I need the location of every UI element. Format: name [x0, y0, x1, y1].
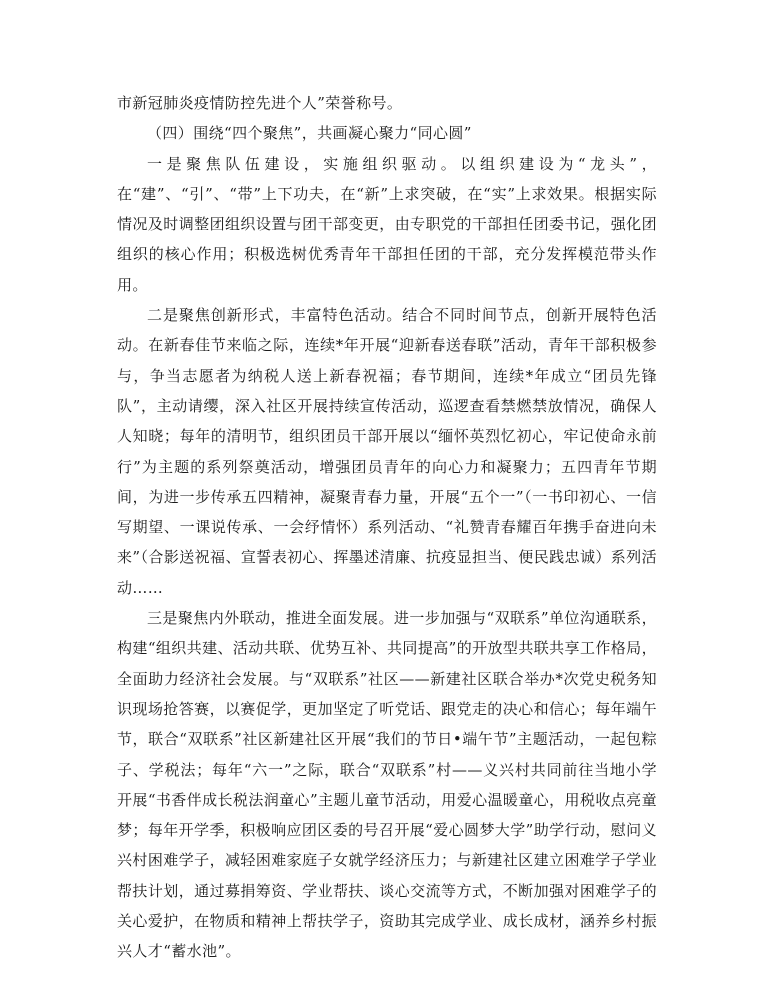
document-body [117, 88, 657, 967]
paragraph-linkage: 三是聚焦内外联动，推进全面发展。进一步加强与“双联系”单位沟通联系，构建“组织共建、活动共联、优势互补、共同提高”的开放型共联共享工作格局，全面助力经济社会发展。与“双联系”社区——新建社区联合举办*次党史税务知识现场抢答赛，以赛促学，更加坚定了听党话、跟党走的决心和信心；每年端午节，联合“双联系”社区新建社区开展“我们的节日•端午节”主题活动，一起包粽子、学税法；每年“六一”之际，联合“双联系”村——义兴村共同前往当地小学开展“书香伴成长税法润童心”主题儿童节活动，用爱心温暖童心，用税收点亮童梦；每年开学季，积极响应团区委的号召开展“爱心圆梦大学”助学行动，慰问义兴村困难学子，减轻困难家庭子女就学经济压力；与新建社区建立困难学子学业帮扶计划，通过募捐筹资、学业帮扶、谈心交流等方式，不断加强对困难学子的关心爱护，在物质和精神上帮扶学子，资助其完成学业、成长成材，涵养乡村振兴人才“蓄水池”。 [117, 609, 657, 961]
paragraph-team-building: 一是聚焦队伍建设，实施组织驱动。以组织建设为“龙头”，在“建”、“引”、“带”上下功夫，在“新”上求突破，在“实”上求效果。根据实际情况及时调整团组织设置与团干部变更，由专职党的干部担任团委书记，强化团组织的核心作用；积极选树优秀青年干部担任团的干部，充分发挥模范带头作用。 [117, 154, 657, 294]
paragraph-activities: 二是聚焦创新形式，丰富特色活动。结合不同时间节点，创新开展特色活动。在新春佳节来临之际，连续*年开展“迎新春送春联”活动，青年干部积极参与，争当志愿者为纳税人送上新春祝福；春节期间，连续*年成立“团员先锋队”，主动请缨，深入社区开展持续宣传活动，巡逻查看禁燃禁放情况，确保人人知晓；每年的清明节，组织团员干部开展以“缅怀英烈忆初心，牢记使命永前行”为主题的系列祭奠活动，增强团员青年的向心力和凝聚力；五四青年节期间，为进一步传承五四精神，凝聚青春力量，开展“五个一”（一书印初心、一信写期望、一课说传承、一会纾情怀）系列活动、“礼赞青春耀百年携手奋进向未来”（合影送祝福、宣誓表初心、挥墨述清廉、抗疫显担当、便民践忠诚）系列活动…… [117, 306, 657, 597]
paragraph-continuation: 市新冠肺炎疫情防控先进个人”荣誉称号。 [117, 94, 403, 112]
section-heading: （四）围绕“四个聚焦”，共画凝心聚力“同心圆” [147, 124, 472, 143]
